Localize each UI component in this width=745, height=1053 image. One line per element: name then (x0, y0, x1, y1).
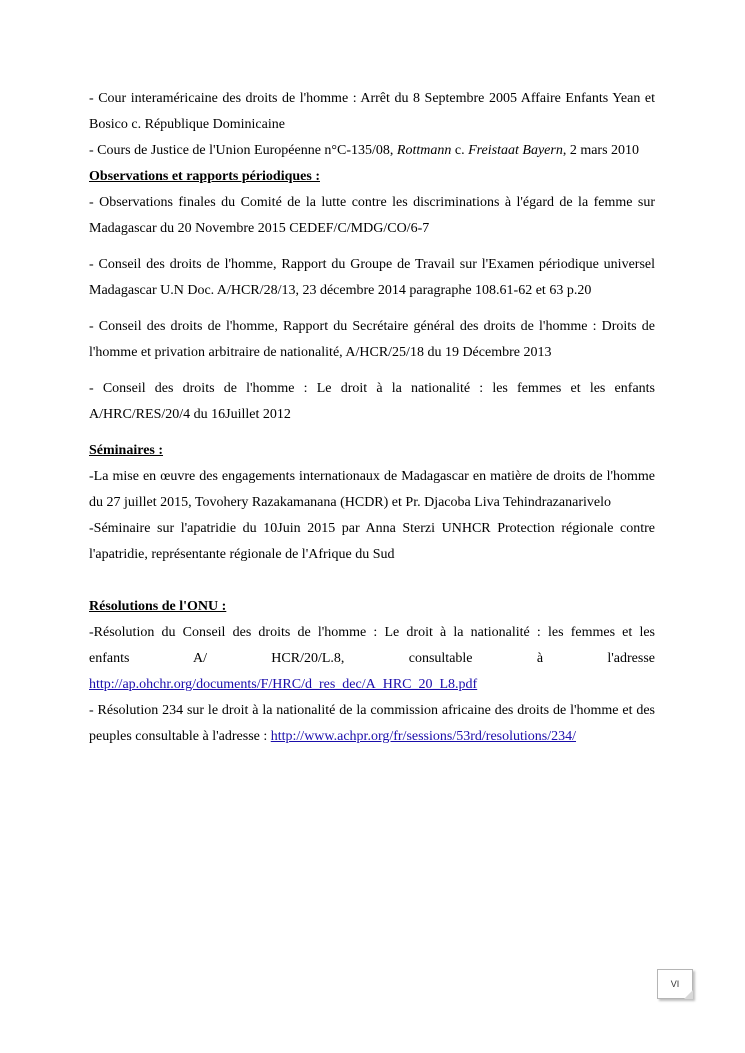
observation-item-4: - Conseil des droits de l'homme : Le droit à la nationalité : les femmes et les enfants A/HRC/RES/20/4 du 16Juillet 2012 (89, 381, 655, 422)
achpr-link[interactable]: http://www.achpr.org/fr/sessions/53rd/resolutions/234/ (270, 729, 577, 744)
jurisprudence-item-1: - Cour interaméricaine des droits de l'homme : Arrêt du 8 Septembre 2005 Affaire Enfants Yean et Bosico c. République Dominicaine (89, 91, 655, 132)
page-number-box (657, 969, 693, 999)
resolution-item-2-text: - Résolution 234 sur le droit à la nationalité de la commission africaine des droits de l'homme et des peuples consultable à l'adresse : (89, 703, 655, 744)
jurisprudence-item-2 (89, 138, 655, 164)
resolution-item-2 (89, 698, 655, 750)
jurisprudence-item-2-prefix: - Cours de Justice de l'Union Européenne n°C-135/08, (89, 143, 397, 158)
resolution-item-1-link-line (89, 672, 655, 698)
seminaire-item-1: -La mise en œuvre des engagements internationaux de Madagascar en matière de droits de l'homme du 27 juillet 2015, Tovohery Razakamanana (HCDR) et Pr. Djacoba Liva Tehindrazanarivelo (89, 469, 655, 510)
observation-item-2: - Conseil des droits de l'homme, Rapport du Groupe de Travail sur l'Examen périodique universel Madagascar U.N Doc. A/HCR/28/13, 23 décembre 2014 paragraphe 108.61-62 et 63 p.20 (89, 257, 655, 298)
jurisprudence-item-2-middle: c. (451, 143, 469, 158)
jurisprudence-item-2-suffix: , 2 mars 2010 (562, 143, 640, 158)
document-page (89, 86, 655, 750)
ohchr-link[interactable]: http://ap.ohchr.org/documents/F/HRC/d_res_dec/A_HRC_20_L8.pdf (89, 677, 478, 692)
party-freistaat-bayern: Freistaat Bayern (468, 143, 563, 158)
page-number: VI (670, 979, 680, 989)
observations-heading: Observations et rapports périodiques : (89, 169, 320, 184)
observation-item-3: - Conseil des droits de l'homme, Rapport du Secrétaire général des droits de l'homme : Droits de l'homme et privation arbitraire de nationalité, A/HCR/25/18 du 19 Décembre 2013 (89, 319, 655, 360)
resolution-item-1-line-2: enfants A/ HCR/20/L.8, consultable à l'adresse (89, 651, 655, 666)
seminaire-item-2: -Séminaire sur l'apatridie du 10Juin 2015 par Anna Sterzi UNHCR Protection régionale contre l'apatridie, représentante régionale de l'Afrique du Sud (89, 521, 655, 562)
observation-item-1: - Observations finales du Comité de la lutte contre les discriminations à l'égard de la femme sur Madagascar du 20 Novembre 2015 CEDEF/C/MDG/CO/6-7 (89, 195, 655, 236)
resolutions-heading: Résolutions de l'ONU : (89, 599, 227, 614)
seminaires-heading: Séminaires : (89, 443, 164, 458)
party-rottmann: Rottmann (396, 143, 452, 158)
resolution-item-1-line-1: -Résolution du Conseil des droits de l'homme : Le droit à la nationalité : les femmes et les (89, 625, 655, 640)
